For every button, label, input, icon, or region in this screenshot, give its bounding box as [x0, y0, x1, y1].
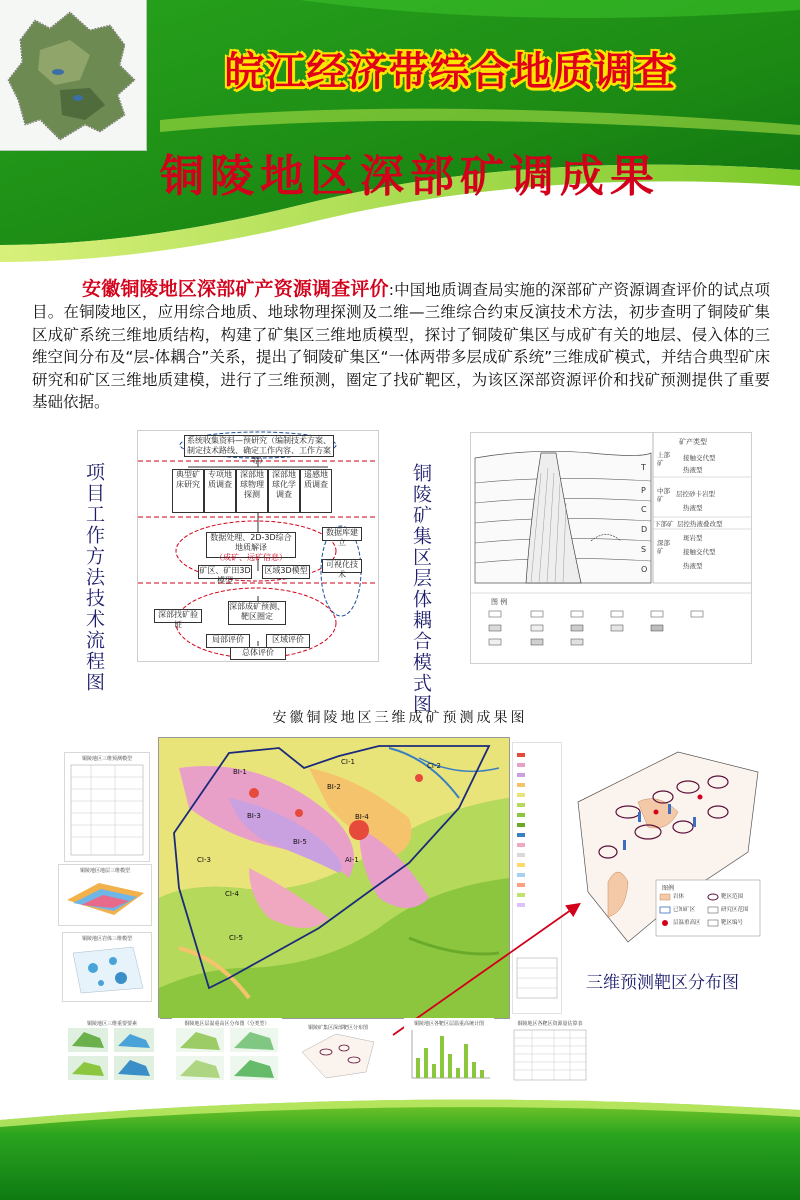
flow-process-note: （成矿、远矿信息）	[215, 553, 287, 562]
target-legend-6: 靶区编号	[721, 920, 744, 926]
flow-box-study-1: 典型矿床研究	[172, 469, 204, 513]
map-label-6: AI-1	[345, 856, 359, 864]
zone-lower: 下部矿	[654, 520, 674, 528]
stratum-P: P	[641, 486, 646, 495]
flow-box-study-4: 深部地球化学调查	[268, 469, 300, 513]
zone-deep-type-1: 斑岩型	[683, 534, 703, 542]
map-label-2: BI-2	[327, 783, 341, 791]
thumb-table-caption: 铜陵地区三维预测模型	[81, 756, 132, 762]
target-legend-title: 图例	[662, 885, 675, 892]
map-label-1: BI-1	[233, 768, 247, 776]
stratum-O: O	[641, 565, 648, 574]
target-legend-4: 研究区范围	[721, 907, 749, 913]
thumb-resource-table-caption: 铜陵地区各靶区资源量估算表	[517, 1021, 583, 1027]
flow-box-eval-region: 区域评价	[266, 634, 310, 648]
target-legend-5: 层温重高区	[673, 920, 701, 926]
stratum-S: S	[641, 545, 647, 554]
coupling-label: 铜陵矿集区层体耦合模式图	[410, 463, 432, 715]
flow-box-viz: 可视化技术	[322, 559, 362, 573]
zone-upper: 上部矿	[657, 451, 670, 467]
thumb-rock	[62, 932, 152, 1002]
target-map-caption: 三维预测靶区分布图	[586, 973, 739, 993]
thumb-gravity-image	[172, 1018, 282, 1084]
flow-box-study-2: 专项地质调查	[204, 469, 236, 513]
main-title: 皖江经济带综合地质调查	[224, 49, 676, 95]
thumb-resource-table-image	[510, 1018, 590, 1084]
flow-box-study-5: 遥感地质调查	[300, 469, 332, 513]
thumb-elements-caption: 铜陵地区三维重要要素	[86, 1021, 137, 1027]
target-legend-3: 已知矿区	[673, 907, 696, 913]
thumb-resource-table	[510, 1018, 590, 1084]
thumb-deep-target	[296, 1022, 380, 1082]
flow-box-top: 系统收集资料—预研究（编制技术方案、制定技术路线、确定工作内容、工作方案等）	[184, 435, 334, 457]
thumb-table-image	[65, 753, 149, 861]
zone-middle-type-1: 层控砂卡岩型	[676, 490, 715, 498]
thumb-deep-target-image	[296, 1022, 380, 1082]
flow-box-eval-local: 局部评价	[206, 634, 250, 648]
coupling-legend-title: 图 例	[491, 598, 508, 606]
map-label-11: CI-5	[229, 934, 243, 942]
flow-box-model-b: 区域3D模型	[262, 565, 310, 579]
thumb-strata	[58, 864, 152, 926]
flow-box-verify: 深部找矿验证	[154, 609, 202, 623]
stratum-T: T	[641, 463, 646, 472]
target-legend-1: 岩体	[673, 894, 685, 900]
flow-process-text: 数据处理、2D-3D综合地质解译	[210, 533, 292, 552]
flow-box-db: 数据库建立	[322, 527, 362, 541]
thumb-elements-image	[64, 1018, 160, 1084]
thumb-gravity-caption: 铜陵地区层温重高区分布图（分类型）	[184, 1021, 270, 1027]
zone-upper-type-2: 热液型	[683, 466, 703, 474]
map-label-9: CI-4	[225, 890, 239, 898]
intro-lead: 安徽铜陵地区深部矿产资源调查评价	[82, 278, 389, 300]
thumb-strata-caption: 铜陵地区地层三维模型	[79, 868, 130, 874]
flow-box-predict: 深部成矿预测、靶区圈定	[228, 601, 286, 625]
zone-deep: 深部矿	[657, 539, 670, 555]
thumb-table	[64, 752, 150, 862]
stratum-C: C	[641, 505, 647, 514]
map-label-5: BI-3	[247, 812, 261, 820]
zone-deep-type-2: 接触交代型	[683, 548, 716, 556]
map-label-8: BI-4	[355, 813, 369, 821]
zone-deep-type-3: 热液型	[683, 562, 703, 570]
thumb-strata-image	[59, 865, 151, 925]
zone-lower-type-1: 层控热液叠改型	[677, 520, 723, 528]
thumb-bar-chart-image	[404, 1018, 494, 1084]
zone-middle: 中部矿	[657, 487, 670, 503]
thumb-bar-chart	[404, 1018, 494, 1084]
thumb-elements	[64, 1018, 160, 1084]
flow-box-eval-total: 总体评价	[230, 647, 286, 660]
sub-title: 铜陵地区深部矿调成果	[160, 151, 660, 202]
main-map-title: 安徽铜陵地区三维成矿预测成果图	[272, 710, 528, 726]
zone-upper-type-1: 接触交代型	[683, 454, 716, 462]
footer-banner	[0, 1085, 800, 1200]
flow-box-model-a: 矿区、矿田3D模型	[199, 566, 251, 585]
intro-body: :中国地质调查局实施的深部矿产资源调查评价的试点项目。在铜陵地区，应用综合地质、地球物理探测及二维—三维综合约束反演技术方法，初步查明了铜陵矿集区成矿系统三维地质结构，构建了矿集区三维地质模型，探讨了铜陵矿集区与成矿有关的地层、侵入体的三维空间分布及“层-体耦合”关系，提出了铜陵矿集区“一体两带多层成矿系统”三维成矿模式，并结合典型矿床研究和矿区三维地质建模，进行了三维预测，圈定了找矿靶区，为该区深部资源评价和找矿预测提供了重要基础依据。	[32, 281, 770, 412]
map-label-3: CI-1	[341, 758, 355, 766]
thumb-rock-caption: 铜陵地区岩体三维模型	[81, 936, 132, 942]
flowchart-label: 项目工作方法技术流程图	[83, 462, 105, 693]
thumb-bar-chart-caption: 铜陵地区各靶区层温重高统计图	[413, 1021, 484, 1027]
map-label-4: CI-2	[427, 762, 441, 770]
thumb-rock-image	[63, 933, 151, 1001]
flow-box-study-3: 深部地球物理探测	[236, 469, 268, 513]
map-label-10: BI-5	[293, 838, 307, 846]
zone-middle-type-2: 热液型	[683, 504, 703, 512]
map-label-7: CI-3	[197, 856, 211, 864]
thumb-gravity	[172, 1018, 282, 1084]
stratum-D: D	[641, 525, 648, 534]
thumb-deep-target-caption: 铜陵矿集区深部靶区分布图	[307, 1025, 368, 1031]
coupling-header: 矿产类型	[679, 438, 707, 446]
target-legend-2: 靶区范围	[721, 894, 744, 900]
